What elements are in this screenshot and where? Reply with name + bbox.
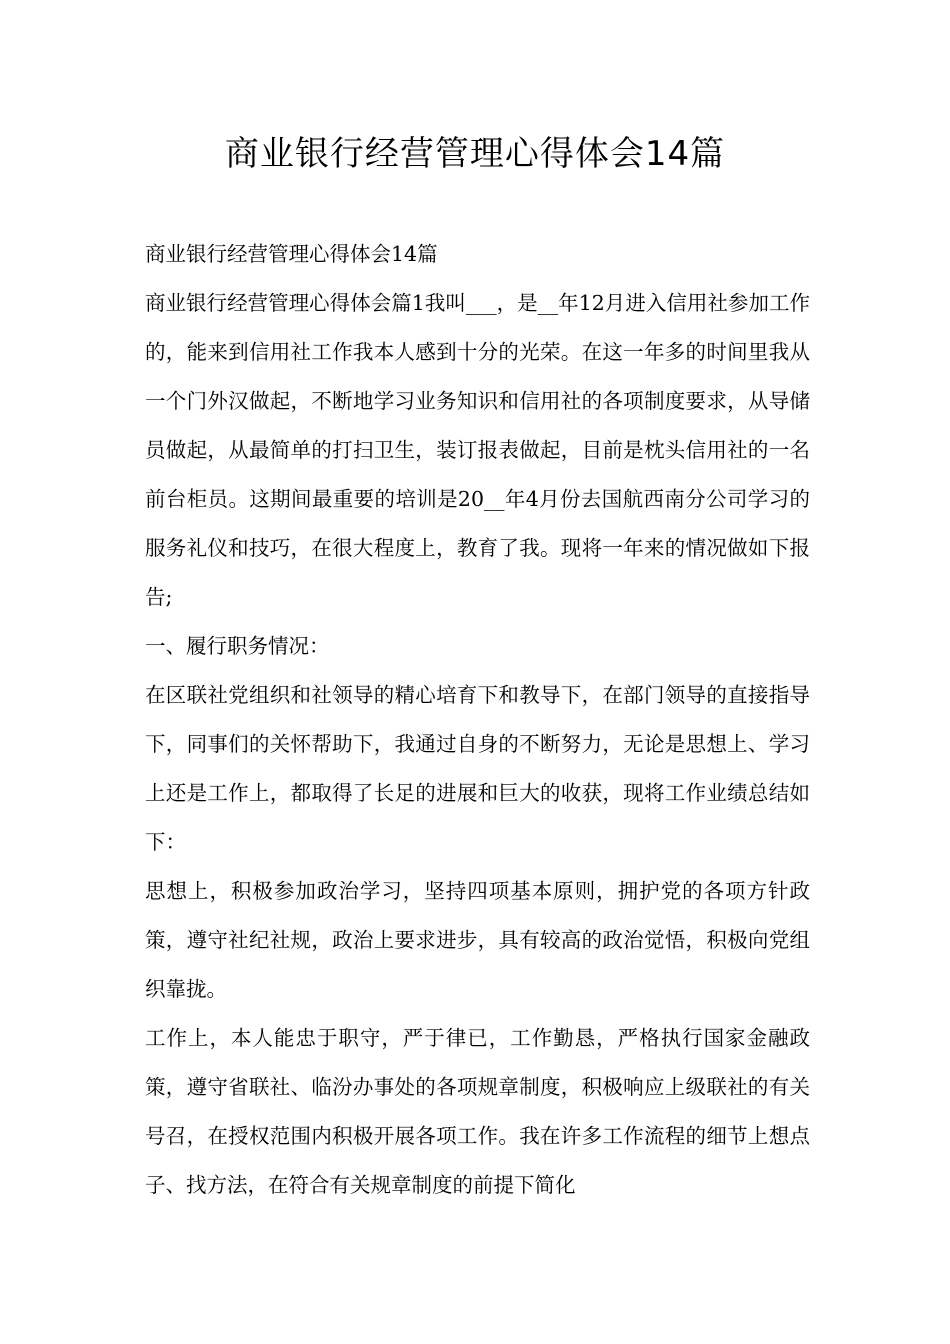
body-paragraph: 在区联社党组织和社领导的精心培育下和教导下，在部门领导的直接指导下，同事们的关怀帮助下，我通过自身的不断努力，无论是思想上、学习上还是工作上，都取得了长足的进展和巨大的收获，现将工作业绩总结如下： <box>145 683 810 854</box>
body-paragraph: 思想上，积极参加政治学习，坚持四项基本原则，拥护党的各项方针政策，遵守社纪社规，政治上要求进步，具有较高的政治觉悟，积极向党组织靠拢。 <box>145 879 810 1001</box>
intro-paragraph: 商业银行经营管理心得体会篇1我叫___，是__年12月进入信用社参加工作的，能来到信用社工作我本人感到十分的光荣。在这一年多的时间里我从一个门外汉做起，不断地学习业务知识和信用社的各项制度要求，从导储员做起，从最简单的打扫卫生，装订报表做起，目前是枕头信用社的一名前台柜员。这期间最重要的培训是20__年4月份去国航西南分公司学习的服务礼仪和技巧，在很大程度上，教育了我。现将一年来的情况做如下报告; <box>145 291 810 609</box>
body-paragraph: 工作上，本人能忠于职守，严于律已，工作勤恳，严格执行国家金融政策，遵守省联社、临汾办事处的各项规章制度，积极响应上级联社的有关号召，在授权范围内积极开展各项工作。我在许多工作流程的细节上想点子、找方法，在符合有关规章制度的前提下简化 <box>145 1026 810 1197</box>
document-title: 商业银行经营管理心得体会14篇 <box>224 134 726 174</box>
document-body <box>145 230 810 1210</box>
section-heading: 一、履行职务情况： <box>145 634 330 658</box>
subtitle-paragraph: 商业银行经营管理心得体会14篇 <box>145 242 438 266</box>
